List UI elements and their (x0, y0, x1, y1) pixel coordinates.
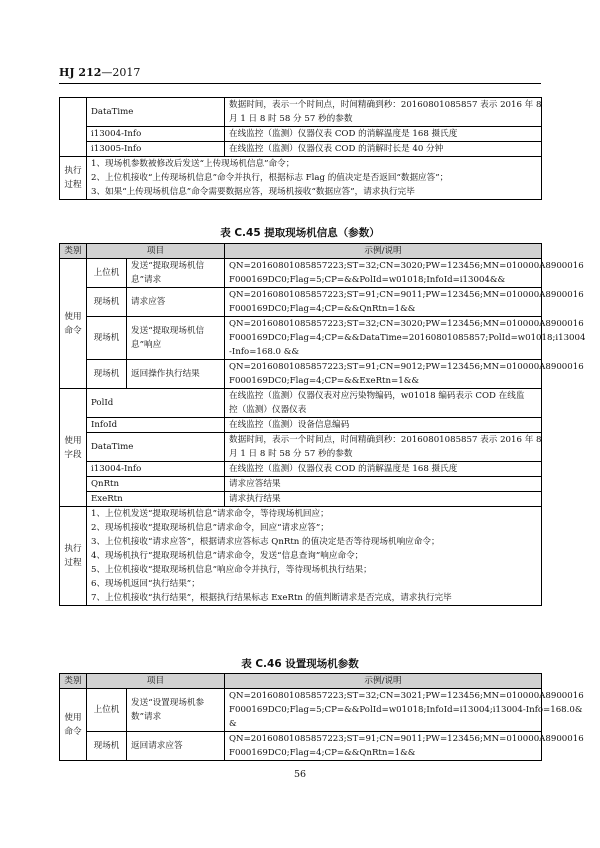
process-label (60, 157, 87, 200)
table-c45 (59, 243, 586, 606)
example-line: F000169DC0;Flag=5;CP=&&PolId=w01018;InfoId=i13004&& (229, 275, 506, 285)
desc-line: 数据时间，表示一个时间点，时间精确到秒：20160801085857 表示 2016 年 8 (229, 435, 542, 445)
header-rule (59, 83, 541, 84)
desc-line: 请求执行结果 (229, 494, 281, 504)
example-cell (225, 317, 586, 360)
party-cell: 现场机 (87, 317, 127, 360)
table-row (60, 389, 542, 418)
action-line: 返回操作执行结果 (131, 369, 200, 379)
action-line: 数”请求 (131, 712, 162, 722)
party-cell: 现场机 (87, 732, 127, 761)
category-label (60, 259, 87, 389)
header-example: 示例/说明 (225, 244, 542, 259)
desc-line: 请求应答结果 (229, 479, 281, 489)
table-row (60, 507, 542, 606)
standard-code: HJ 212 (59, 66, 102, 79)
table-row (60, 492, 542, 507)
label-line: 使用 (64, 311, 82, 322)
header-category: 类别 (60, 244, 87, 259)
table-row (60, 127, 542, 142)
label-line: 执行 (64, 544, 82, 554)
table-header-row (60, 674, 542, 689)
table-caption: 表 C.45 提取现场机信息（参数） (220, 227, 380, 239)
label-line: 使用 (64, 435, 82, 446)
party-cell: 现场机 (87, 360, 127, 389)
empty-category-cell (60, 98, 87, 157)
header-item: 项目 (87, 674, 225, 689)
header-item: 项目 (87, 244, 225, 259)
field-desc (225, 433, 542, 462)
table-row (60, 259, 542, 288)
process-step: 6、现场机返回“执行结果”； (91, 579, 200, 589)
label-line: 命令 (64, 325, 82, 336)
table-row (60, 317, 542, 360)
label-line: 过程 (64, 558, 82, 568)
process-step: 1、现场机参数被修改后发送“上传现场机信息”命令； (91, 159, 295, 169)
process-steps (87, 507, 542, 606)
party-cell: 上位机 (87, 689, 127, 732)
action-line: 息”响应 (131, 340, 162, 350)
desc-line: 在线监控（监测）仪器仪表对应污染物编码，w01018 编码表示 COD 在线监 (229, 391, 525, 401)
example-cell (225, 259, 584, 288)
field-name: InfoId (87, 418, 225, 433)
table-continued (59, 97, 542, 200)
page-number: 56 (293, 769, 307, 780)
action-cell (127, 317, 225, 360)
example-cell (225, 360, 584, 389)
table-row (60, 732, 542, 761)
field-name: PolId (87, 389, 225, 418)
table-row (60, 418, 542, 433)
header-category: 类别 (60, 674, 87, 689)
table-row (60, 360, 542, 389)
process-step: 3、如果“上传现场机信息”命令需要数据应答，现场机接收“数据应答”，请求执行完毕 (91, 187, 415, 197)
field-name: DataTime (87, 433, 225, 462)
category-label (60, 689, 87, 761)
example-line: F000169DC0;Flag=4;CP=&&QnRtn=1&& (229, 304, 416, 314)
field-desc (225, 142, 542, 157)
table-row (60, 157, 542, 200)
example-line: QN=20160801085857223;ST=91;CN=9012;PW=123456;MN=010000A8900016 (229, 362, 584, 372)
process-step: 2、上位机接收“上传现场机信息”命令并执行，根据标志 Flag 的值决定是否返回“数据应答”； (91, 173, 449, 183)
process-step: 4、现场机执行“提取现场机信息”请求命令，发送“信息查询”响应命令； (91, 551, 364, 561)
field-name: QnRtn (87, 477, 225, 492)
desc-line: 控（监测）仪器仪表 (229, 405, 307, 415)
desc-line: 月 1 日 8 时 58 分 57 秒的参数 (229, 114, 353, 124)
field-desc (225, 98, 542, 127)
standard-header (59, 66, 140, 79)
process-steps (87, 157, 542, 200)
action-line: 发送“提取现场机信 (131, 261, 205, 271)
field-name: DataTime (87, 98, 225, 127)
action-cell (127, 689, 225, 732)
category-label (60, 389, 87, 507)
desc-line: 数据时间，表示一个时间点，时间精确到秒：20160801085857 表示 2016 年 8 (229, 100, 542, 110)
field-name: i13005-Info (87, 142, 225, 157)
standard-year: —2017 (101, 66, 141, 79)
action-line: 发送“提取现场机信 (131, 326, 205, 336)
field-name: i13004-Info (87, 127, 225, 142)
action-cell (127, 288, 225, 317)
example-line: QN=20160801085857223;ST=32;CN=3021;PW=123456;MN=010000A8900016 (229, 691, 584, 701)
process-step: 3、上位机接收“请求应答”，根据请求应答标志 QnRtn 的值决定是否等待现场机响应命令； (91, 537, 440, 547)
table-row (60, 433, 542, 462)
example-line: QN=20160801085857223;ST=32;CN=3020;PW=123456;MN=010000A8900016 (229, 261, 584, 271)
table-row (60, 98, 542, 127)
action-line: 请求应答 (131, 297, 166, 307)
desc-line: 月 1 日 8 时 58 分 57 秒的参数 (229, 449, 353, 459)
label-line: 命令 (64, 726, 82, 737)
field-desc (225, 418, 542, 433)
label-line: 执行 (64, 166, 82, 176)
example-cell (225, 732, 584, 761)
table-row (60, 477, 542, 492)
table-row (60, 142, 542, 157)
example-line: F000169DC0;Flag=5;CP=&&PolId=w01018;InfoId=i13004;i13004-Info=168.0& (229, 705, 583, 715)
label-line: 字段 (64, 449, 82, 460)
desc-line: 在线监控（监测）仪器仪表 COD 的消解时长是 40 分钟 (229, 144, 444, 154)
field-desc (225, 127, 542, 142)
example-cell (225, 288, 584, 317)
table-c46 (59, 673, 584, 761)
desc-line: 在线监控（监测）仪器仪表 COD 的消解温度是 168 摄氏度 (229, 464, 458, 474)
field-desc (225, 389, 542, 418)
field-name: ExeRtn (87, 492, 225, 507)
example-line: QN=20160801085857223;ST=32;CN=3020;PW=123456;MN=010000A8900016 (229, 319, 584, 329)
process-step: 5、上位机接收“提取现场机信息”响应命令并执行，等待现场机执行结果； (91, 565, 372, 575)
table-header-row (60, 244, 542, 259)
action-line: 发送“设置现场机参 (131, 698, 205, 708)
example-line: QN=20160801085857223;ST=91;CN=9011;PW=123456;MN=010000A8900016 (229, 290, 584, 300)
action-cell (127, 732, 225, 761)
table-caption: 表 C.46 设置现场机参数 (241, 658, 359, 670)
field-desc (225, 477, 542, 492)
party-cell: 现场机 (87, 288, 127, 317)
process-step: 1、上位机发送“提取现场机信息”请求命令，等待现场机回应； (91, 509, 329, 519)
process-step: 7、上位机接收“执行结果”，根据执行结果标志 ExeRtn 的值判断请求是否完成，请求执行完毕 (91, 593, 452, 603)
example-line: F000169DC0;Flag=4;CP=&&DataTime=20160801085857;PolId=w01018;i13004 (229, 333, 586, 343)
field-desc (225, 462, 542, 477)
header-example: 示例/说明 (225, 674, 542, 689)
example-line: QN=20160801085857223;ST=91;CN=9011;PW=123456;MN=010000A8900016 (229, 734, 584, 744)
process-step: 2、现场机接收“提取现场机信息”请求命令，回应“请求应答”； (91, 523, 329, 533)
party-cell: 上位机 (87, 259, 127, 288)
action-cell (127, 360, 225, 389)
label-line: 过程 (64, 180, 82, 190)
action-line: 返回请求应答 (131, 741, 183, 751)
label-line: 使用 (64, 712, 82, 723)
desc-line: 在线监控（监测）设备信息编码 (229, 420, 350, 430)
field-name: i13004-Info (87, 462, 225, 477)
example-cell (225, 689, 584, 732)
example-line: F000169DC0;Flag=4;CP=&&ExeRtn=1&& (229, 376, 420, 386)
table-row (60, 689, 542, 732)
field-desc (225, 492, 542, 507)
example-line: & (229, 719, 237, 729)
process-label (60, 507, 87, 606)
action-line: 息”请求 (131, 275, 162, 285)
action-cell (127, 259, 225, 288)
desc-line: 在线监控（监测）仪器仪表 COD 的消解温度是 168 摄氏度 (229, 129, 458, 139)
table-row (60, 288, 542, 317)
example-line: -Info=168.0 && (229, 347, 300, 357)
table-row (60, 462, 542, 477)
example-line: F000169DC0;Flag=4;CP=&&QnRtn=1&& (229, 748, 416, 758)
